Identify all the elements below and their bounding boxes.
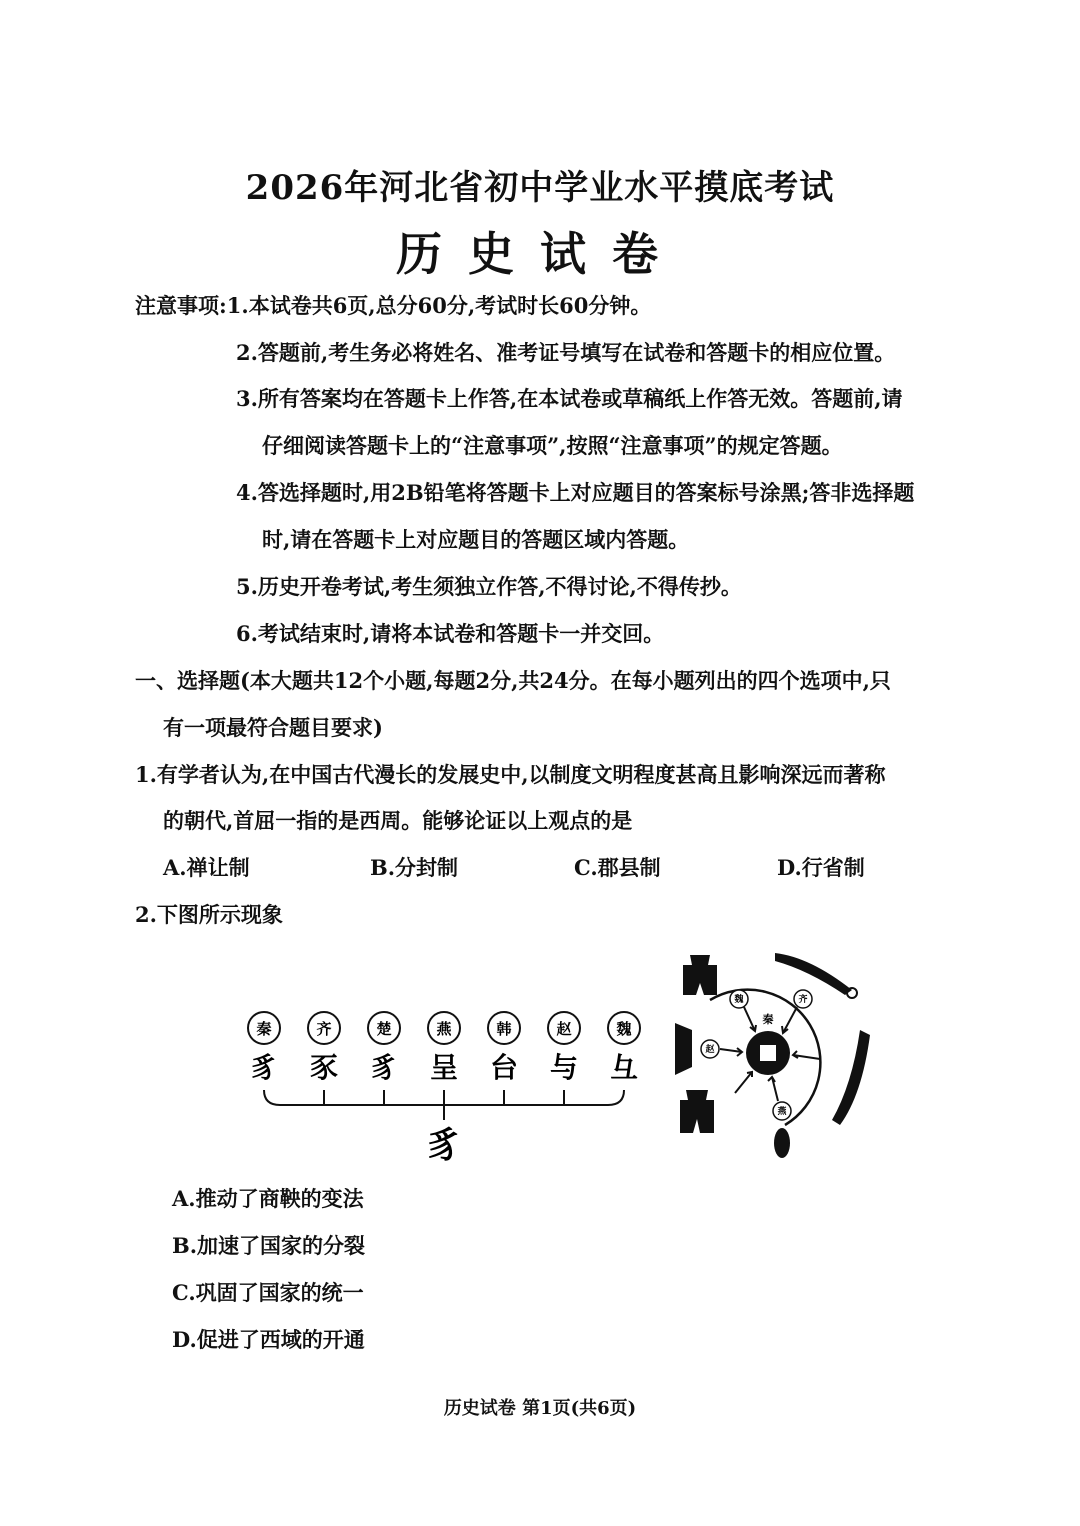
coin-label: 齐 (798, 995, 808, 1005)
glyph-variant: 豕 (309, 1051, 339, 1084)
glyph-variant: 豸 (369, 1051, 399, 1084)
state-name: 秦 (256, 1020, 272, 1038)
glyph-variant: 彑 (609, 1051, 639, 1084)
coin-label: 秦 (762, 1013, 774, 1026)
notes-first-line (135, 290, 651, 320)
note-item: 1.本试卷共6页,总分60分,考试时长60分钟。 (226, 293, 652, 318)
question-1-stem: 1.有学者认为,在中国古代漫长的发展史中,以制度文明程度甚高且影响深远而著称 (135, 762, 886, 787)
exam-title: 2026年河北省初中学业水平摸底考试 (245, 168, 835, 208)
state-name: 齐 (316, 1020, 332, 1038)
section-heading-continuation: 有一项最符合题目要求) (163, 715, 383, 740)
state-name: 燕 (436, 1020, 452, 1038)
spade-coin-icon (683, 955, 717, 995)
glyph-variant: 豸 (249, 1051, 279, 1084)
notes-label: 注意事项: (135, 293, 227, 318)
q1-option-b[interactable]: B.分封制 (370, 855, 459, 880)
cowrie-shell-icon (774, 1128, 790, 1158)
note-item: 5.历史开卷考试,考生须独立作答,不得讨论,不得传抄。 (236, 574, 742, 599)
knife-coin-icon (832, 1030, 870, 1125)
coin-label: 魏 (734, 995, 744, 1005)
note-item-continuation: 仔细阅读答题卡上的“注意事项”,按照“注意事项”的规定答题。 (262, 433, 843, 458)
q1-option-a[interactable]: A.禅让制 (163, 855, 250, 880)
unified-glyph: 豸 (425, 1124, 463, 1166)
knife-coin-icon (775, 953, 852, 995)
page-footer: 历史试卷 第1页(共6页) (443, 1398, 637, 1419)
glyph-variant: 台 (489, 1051, 519, 1084)
glyph-variant: 呈 (429, 1051, 459, 1084)
q1-option-d[interactable]: D.行省制 (777, 855, 865, 880)
state-name: 楚 (376, 1020, 392, 1038)
spade-coin-icon (680, 1090, 714, 1133)
q2-option-d[interactable]: D.促进了西域的开通 (172, 1327, 365, 1352)
state-name: 魏 (616, 1020, 632, 1038)
q2-option-c[interactable]: C.巩固了国家的统一 (172, 1280, 364, 1305)
spade-coin-icon (675, 1023, 692, 1075)
script-unification-diagram (248, 1012, 640, 1166)
note-item: 4.答选择题时,用2B铅笔将答题卡上对应题目的答案标号涂黑;答非选择题 (236, 480, 915, 505)
coin-label: 赵 (705, 1045, 715, 1055)
q2-option-b[interactable]: B.加速了国家的分裂 (172, 1233, 366, 1258)
note-item: 6.考试结束时,请将本试卷和答题卡一并交回。 (236, 621, 665, 646)
coin-hole (760, 1045, 776, 1061)
knife-ring-icon (847, 988, 857, 998)
exam-subject: 历史试卷 (396, 227, 684, 281)
q1-option-c[interactable]: C.郡县制 (574, 855, 661, 880)
state-name: 韩 (496, 1020, 512, 1038)
note-item: 3.所有答案均在答题卡上作答,在本试卷或草稿纸上作答无效。答题前,请 (236, 386, 903, 411)
question-2-stem: 2.下图所示现象 (135, 902, 283, 927)
currency-unification-diagram (675, 953, 870, 1158)
unification-figure (230, 935, 880, 1170)
section-heading: 一、选择题(本大题共12个小题,每题2分,共24分。在每小题列出的四个选项中,只 (135, 668, 891, 693)
note-item-continuation: 时,请在答题卡上对应题目的答题区域内答题。 (262, 527, 690, 552)
note-item: 2.答题前,考生务必将姓名、准考证号填写在试卷和答题卡的相应位置。 (236, 340, 896, 365)
state-name: 赵 (556, 1020, 572, 1038)
q2-option-a[interactable]: A.推动了商鞅的变法 (172, 1186, 364, 1211)
coin-label: 燕 (777, 1107, 787, 1117)
glyph-variant: 与 (549, 1051, 579, 1084)
question-1-stem-continuation: 的朝代,首屈一指的是西周。能够论证以上观点的是 (163, 808, 633, 833)
